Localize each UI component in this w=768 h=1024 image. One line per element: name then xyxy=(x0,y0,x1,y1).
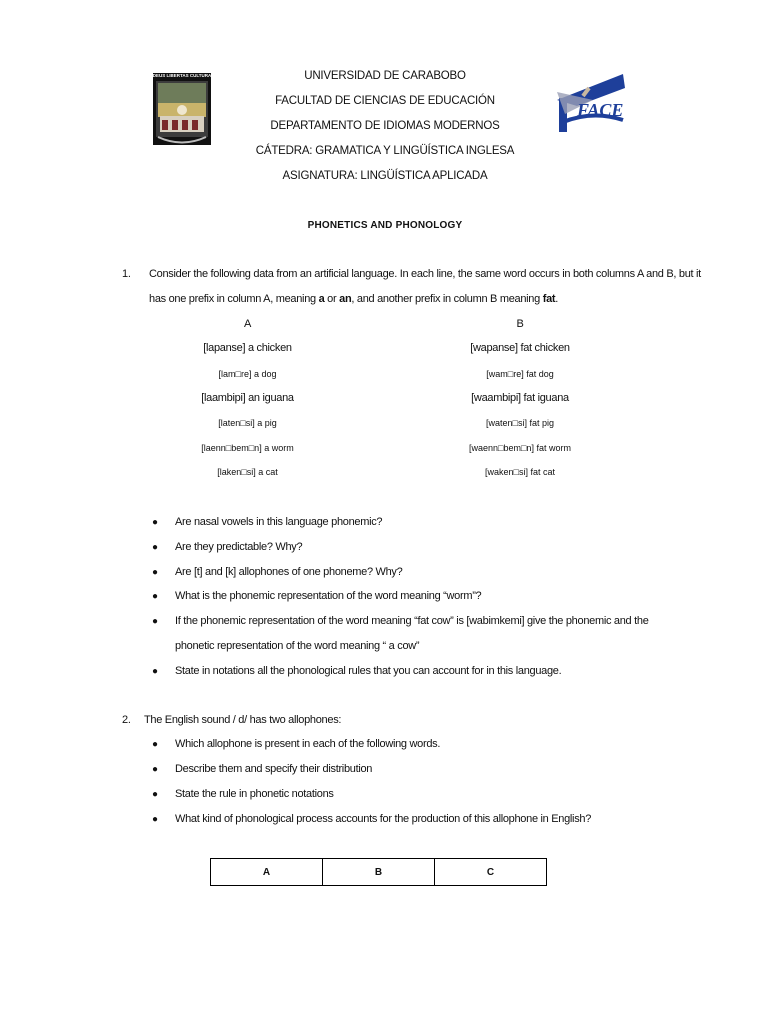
subject-name: ASIGNATURA: LINGÜÍSTICA APLICADA xyxy=(282,170,488,182)
bullet-icon: ● xyxy=(152,591,159,602)
seal-motto: DEUS LIBERTAS CULTURA xyxy=(152,73,212,78)
data-row-b: [wam□re] fat dog xyxy=(486,369,554,379)
q1-bullet-text: If the phonemic representation of the word meaning “fat cow” is [wabimkemi] give the phonemic and the xyxy=(175,615,649,627)
chair-name: CÁTEDRA: GRAMATICA Y LINGÜÍSTICA INGLESA xyxy=(255,145,515,157)
face-logo xyxy=(553,70,629,140)
q2-intro: The English sound / d/ has two allophones: xyxy=(144,714,342,726)
answer-table xyxy=(210,858,547,886)
university-seal-logo xyxy=(152,72,212,146)
q1-bullet-text: Are they predictable? Why? xyxy=(175,541,303,553)
data-row-b: [waken□si] fat cat xyxy=(485,467,555,477)
table-header-cell: A xyxy=(211,859,323,886)
q1-number: 1. xyxy=(122,268,131,280)
q2-bullet-text: Which allophone is present in each of the following words. xyxy=(175,738,441,750)
q2-bullet-text: Describe them and specify their distribution xyxy=(175,763,373,775)
q1-bullet-text: Are [t] and [k] allophones of one phoneme? Why? xyxy=(175,566,403,578)
bullet-icon: ● xyxy=(152,542,159,553)
q1-bullet-text: Are nasal vowels in this language phonemic? xyxy=(175,516,383,528)
data-row-a: [laambipi] an iguana xyxy=(201,392,294,404)
q2-bullet-text: State the rule in phonetic notations xyxy=(175,788,334,800)
bullet-icon: ● xyxy=(152,739,159,750)
bullet-icon: ● xyxy=(152,616,159,627)
q2-bullet-text: What kind of phonological process accounts for the production of this allophone in English? xyxy=(175,813,592,825)
q2-number: 2. xyxy=(122,714,131,726)
bullet-icon: ● xyxy=(152,814,159,825)
table-header-cell: B xyxy=(323,859,435,886)
university-name: UNIVERSIDAD DE CARABOBO xyxy=(304,70,466,82)
bullet-icon: ● xyxy=(152,567,159,578)
face-logo-text: FACE xyxy=(577,100,624,120)
page-title: PHONETICS AND PHONOLOGY xyxy=(307,220,463,231)
data-row-b: [waambipi] fat iguana xyxy=(471,392,569,404)
data-row-a: [laken□si] a cat xyxy=(217,467,278,477)
table-header-cell: C xyxy=(435,859,547,886)
data-row-a: [lapanse] a chicken xyxy=(203,342,292,354)
bullet-icon: ● xyxy=(152,789,159,800)
column-a-header: A xyxy=(243,318,252,330)
department-name: DEPARTAMENTO DE IDIOMAS MODERNOS xyxy=(270,120,500,132)
data-row-a: [lam□re] a dog xyxy=(218,369,277,379)
data-row-b: [waten□si] fat pig xyxy=(486,418,554,428)
data-row-b: [wapanse] fat chicken xyxy=(470,342,570,354)
data-row-a: [laenn□bem□n] a worm xyxy=(201,443,294,453)
bullet-icon: ● xyxy=(152,764,159,775)
table-header-row xyxy=(211,859,547,886)
faculty-name: FACULTAD DE CIENCIAS DE EDUCACIÓN xyxy=(275,95,495,107)
column-b-header: B xyxy=(516,318,524,330)
q1-line1: Consider the following data from an artificial language. In each line, the same word occurs in both columns A and B, but it xyxy=(149,268,701,280)
bullet-icon: ● xyxy=(152,666,159,677)
data-row-a: [laten□si] a pig xyxy=(218,418,277,428)
q1-bullet-continuation: phonetic representation of the word meaning “ a cow” xyxy=(175,640,420,652)
q1-bullet-text: What is the phonemic representation of the word meaning “worm”? xyxy=(175,590,482,602)
bullet-icon: ● xyxy=(152,517,159,528)
data-row-b: [waenn□bem□n] fat worm xyxy=(469,443,571,453)
q1-line2: has one prefix in column A, meaning a or an, and another prefix in column B meaning fat. xyxy=(149,293,559,305)
q1-bullet-text: State in notations all the phonological rules that you can account for in this language. xyxy=(175,665,562,677)
